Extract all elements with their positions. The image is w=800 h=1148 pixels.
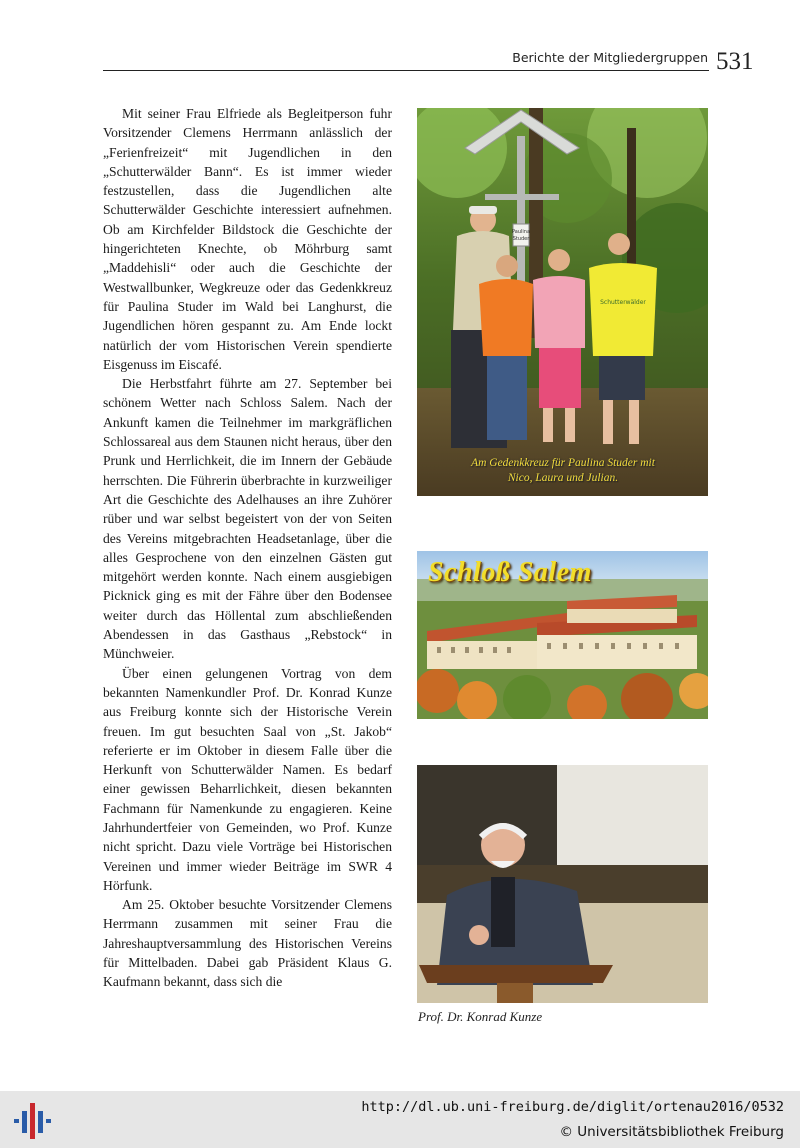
page-number: 531 — [716, 48, 754, 75]
paragraph: Am 25. Oktober besuchte Vorsitzender Clemens Herrmann zusammen mit seiner Frau die Jahreshauptversammlung des Historischen Vereins für Mittelbaden. Dabei gab Präsident Klaus G. Kaufmann bekannt, dass sich die — [103, 897, 392, 990]
paragraph: Über einen gelungenen Vortrag von dem bekannten Namenkundler Prof. Dr. Konrad Kunze aus Freiburg konnte sich der Historische Verein freuen. Im gut besuchten Saal von „St. Jakob“ referierte er im Oktober in diesem Falle über die Herkunft von Schutterwälder Namen. Es bedarf einer gewissen Beharrlichkeit, diesen bekannten Fachmann für Namenkunde zu engagieren. Keine Jahrhundertfeier von Gemeinden, wo Prof. Kunze nicht spricht. Dazu viele Vorträge bei Historischen Vereinen und immer wieder Beiträge im SWR 4 Hörfunk. — [103, 665, 392, 893]
header-rule — [103, 70, 709, 71]
cross-sign-text: Paulina — [511, 229, 531, 235]
photo1-caption — [420, 456, 706, 486]
shirt-print-text: Schutterwälder — [600, 299, 646, 306]
footer-copyright: © Universitätsbibliothek Freiburg — [559, 1124, 784, 1140]
speaker-photo — [417, 765, 708, 1003]
paragraph: Die Herbstfahrt führte am 27. September bei schönem Wetter nach Schloss Salem. Nach der Ankunft kamen die Teilnehmer im markgräflichen Schlossareal aus dem Staunen nicht heraus, über den Prunk und Herrlichkeit, die im Innern der Gebäude herrschten. Die Führerin überbrachte in kurzweiliger Art die Geschichte des Adelhauses an ihre Zuhörer rüber und war selbst begeistert von der von Seiten des Vereins mitgebrachten Headsetanlage, über die alles Gesprochene von den einzelnen Gästen gut mitgehört werden konnte. Nach einem ausgiebigen Picknick ging es mit der Fähre über den Bodensee weiter durch das Höllental zum abschließenden Abendessen in das Gasthaus „Rebstock“ in Münchweier. — [103, 376, 392, 662]
photo3-caption: Prof. Dr. Konrad Kunze — [418, 1009, 543, 1024]
caption-line: Am Gedenkkreuz für Paulina Studer mit — [471, 457, 655, 469]
library-logo-icon — [12, 1101, 52, 1141]
cross-sign-text: Studer — [512, 236, 530, 242]
footer-url-link[interactable]: http://dl.ub.uni-freiburg.de/diglit/ortenau2016/0532 — [361, 1099, 784, 1115]
body-text-column — [103, 104, 392, 992]
photo2-title: Schloß Salem — [428, 557, 592, 588]
caption-line: Nico, Laura und Julian. — [507, 472, 619, 484]
paragraph: Mit seiner Frau Elfriede als Begleitperson fuhr Vorsitzender Clemens Herrmann anlässlich der „Ferienfreizeit“ mit Jugendlichen in den „Schutterwälder Bann“. Es ist immer wieder festzustellen, dass die Jugendlichen alte Schutterwälder Geschichte interessiert aufnehmen. Ob am Kirchfelder Bildstock die Geschichte der hingerichteten Knechte, ob Möhrburg samt „Maddehisli“ oder auch die Geschichte der Westwallbunker, Wegkreuze oder das Gedenkkreuz für Paulina Studer im Wald bei Langhurst, die Jugendlichen hören gespannt zu. Am Ende lockt natürlich der vom Historischen Verein spendierte Eisgenuss im Eiscafé. — [103, 106, 392, 372]
running-head: Berichte der Mitgliedergruppen — [512, 50, 708, 65]
memorial-cross-photo — [417, 108, 708, 496]
